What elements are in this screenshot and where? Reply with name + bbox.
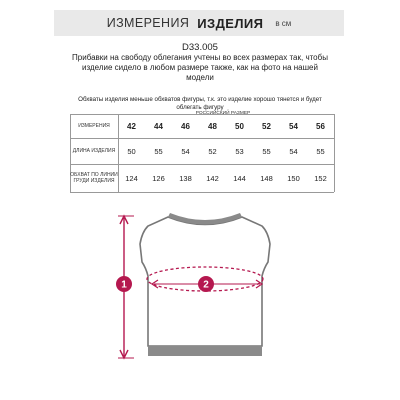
value-cell: 53 <box>235 146 244 156</box>
value-cell: 144 <box>233 173 246 183</box>
size-cell: 44 <box>154 121 163 131</box>
value-cell: 150 <box>287 173 300 183</box>
value-cell: 50 <box>127 146 136 156</box>
row-label: ОБХВАТ ПО ЛИНИИ ГРУДИ ИЗДЕЛИЯ <box>70 172 118 184</box>
title-product: ИЗДЕЛИЯ <box>197 15 264 31</box>
fit-note: Прибавки на свободу облегания учтены во всех размерах так, чтобы изделие сидело в любом размере также, как на фото на нашей модели <box>72 53 328 82</box>
value-cell: 124 <box>125 173 138 183</box>
value-cell: 52 <box>208 146 217 156</box>
value-cell: 142 <box>206 173 219 183</box>
size-cell: 54 <box>289 121 298 131</box>
size-system-caption: РОССИЙСКИЙ РАЗМЕР <box>195 111 251 116</box>
size-cell: 46 <box>181 121 190 131</box>
row-label: ДЛИНА ИЗДЕЛИЯ <box>72 148 116 154</box>
value-cell: 152 <box>314 173 327 183</box>
value-cell: 126 <box>152 173 165 183</box>
article-number: D33.005 <box>182 42 218 53</box>
title-unit: в см <box>275 18 292 28</box>
value-cell: 54 <box>181 146 190 156</box>
size-cell: 42 <box>127 121 136 131</box>
marker-1-label: 1 <box>121 279 127 291</box>
value-cell: 148 <box>260 173 273 183</box>
length-measure <box>116 216 134 358</box>
value-cell: 55 <box>316 146 325 156</box>
size-cell: 56 <box>316 121 325 131</box>
row-label: ИЗМЕРЕНИЯ <box>78 123 110 129</box>
size-cell: 48 <box>208 121 217 131</box>
size-cell: 50 <box>235 121 244 131</box>
value-cell: 55 <box>154 146 163 156</box>
value-cell: 54 <box>289 146 298 156</box>
value-cell: 138 <box>179 173 192 183</box>
size-cell: 52 <box>262 121 271 131</box>
marker-2-label: 2 <box>203 279 209 291</box>
value-cell: 55 <box>262 146 271 156</box>
stretch-note: Обхваты изделия меньше обхватов фигуры, т.к. это изделие хорошо тянется и будет облегать фигуру <box>78 96 322 111</box>
hem-rib <box>148 346 262 356</box>
title-measurements: ИЗМЕРЕНИЯ <box>106 16 190 30</box>
